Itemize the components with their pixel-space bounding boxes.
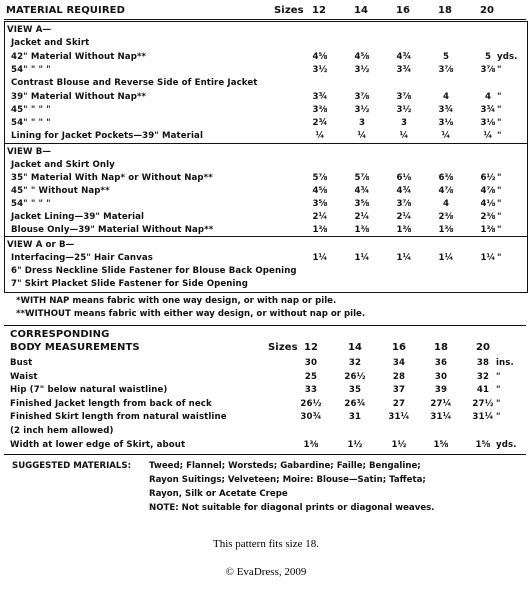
view-ab-section — [4, 236, 528, 293]
row-unit: yds. — [497, 51, 518, 62]
row-unit: " — [497, 225, 502, 235]
suggested-line: Tweed; Flannel; Worsteds; Gabardine; Faille; Bengaline; — [149, 461, 421, 471]
row-value: 25 — [304, 371, 318, 382]
row-label: Lining for Jacket Pockets—39" Material — [11, 131, 203, 142]
row-value: 1⅜ — [396, 225, 412, 235]
row-value: 3¾ — [438, 104, 454, 115]
row-value: 1½ — [391, 439, 407, 450]
table-row — [5, 251, 527, 265]
divider — [4, 325, 526, 326]
row-unit: " — [496, 412, 501, 423]
row-value: 34 — [392, 358, 406, 368]
size-header: 14 — [353, 5, 369, 16]
row-value: 4¾ — [396, 186, 412, 196]
row-value: 5⅞ — [354, 173, 370, 183]
row-value: 3 — [358, 118, 366, 129]
table-row — [5, 184, 527, 198]
row-label: Finished Jacket length from back of neck — [10, 398, 212, 409]
size-header: 18 — [433, 342, 449, 353]
row-value: 3⅝ — [312, 199, 328, 209]
row-value: 1⅜ — [303, 439, 319, 450]
row-value: 4¾ — [354, 186, 370, 196]
row-value: 3½ — [396, 104, 412, 115]
size-header: 14 — [347, 342, 363, 353]
row-value: 2¼ — [312, 212, 328, 222]
row-label: Bust — [10, 358, 33, 368]
suggested-label: SUGGESTED MATERIALS: — [12, 461, 132, 471]
table-row — [5, 129, 527, 143]
row-value: 6⅛ — [396, 173, 412, 183]
row-value: 3⅜ — [312, 104, 328, 115]
row-value: 39 — [434, 385, 448, 396]
view-b-section — [4, 143, 528, 237]
suggested-line: Rayon Suitings; Velveteen; Moire: Blouse—Satin; Taffeta; — [149, 475, 426, 485]
body-title: CORRESPONDING — [10, 329, 110, 340]
row-value: 4⅞ — [480, 186, 496, 196]
row-label: Jacket and Skirt — [11, 38, 90, 49]
row-unit: " — [497, 91, 502, 102]
row-value: 31 — [348, 412, 362, 423]
table-row — [4, 383, 526, 397]
row-label: 42" Material Without Nap** — [11, 51, 147, 62]
row-value: 2¾ — [312, 118, 328, 129]
row-value: 5⅞ — [312, 173, 328, 183]
row-value: 31¼ — [472, 412, 494, 423]
divider — [4, 454, 526, 455]
row-value: 32 — [476, 371, 490, 382]
row-value: 33 — [304, 385, 318, 396]
row-value: 1⅜ — [312, 225, 328, 235]
table-row — [5, 50, 527, 64]
row-value: 3⅛ — [480, 118, 496, 129]
row-label: Hip (7" below natural waistline) — [10, 385, 168, 396]
row-value: 1⅜ — [438, 225, 454, 235]
row-unit: yds. — [496, 439, 517, 450]
row-value: 26¾ — [344, 398, 366, 409]
row-value: 35 — [348, 385, 362, 396]
size-header: 16 — [395, 5, 411, 16]
row-unit: " — [496, 385, 501, 396]
row-value: 6½ — [480, 173, 496, 183]
table-row — [5, 36, 527, 50]
row-value: 32 — [348, 358, 362, 368]
row-label: 54" " " " — [11, 64, 51, 75]
row-label: 45" " Without Nap** — [11, 186, 110, 196]
row-unit: " — [497, 173, 502, 183]
row-value: 3½ — [354, 64, 370, 75]
row-unit: " — [496, 398, 501, 409]
row-unit: " — [497, 212, 502, 222]
row-value: 3½ — [354, 104, 370, 115]
row-label: 6" Dress Neckline Slide Fastener for Blouse Back Opening — [11, 266, 297, 276]
table-row — [4, 410, 526, 424]
row-label: 7" Skirt Placket Slide Fastener for Side Opening — [11, 279, 249, 289]
section-heading-text: VIEW B— — [7, 147, 52, 157]
table-row — [5, 158, 527, 172]
sizes-label: Sizes — [274, 5, 304, 16]
without-nap-note: **WITHOUT means fabric with either way design, or without nap or pile. — [16, 309, 366, 319]
row-label: 39" Material Without Nap** — [11, 91, 147, 102]
row-value: ¼ — [357, 131, 367, 142]
table-row — [5, 90, 527, 104]
row-label: 35" Material With Nap* or Without Nap** — [11, 173, 213, 183]
row-value: 3¾ — [480, 104, 496, 115]
row-label: 54" " " " — [11, 199, 51, 209]
row-value: ¼ — [483, 131, 493, 142]
suggested-line: Rayon, Silk or Acetate Crepe — [149, 489, 288, 499]
row-value: 1¼ — [438, 253, 454, 263]
size-header: 20 — [479, 5, 495, 16]
size-header: 12 — [311, 5, 327, 16]
row-value: 1¼ — [396, 253, 412, 263]
row-label: Interfacing—25" Hair Canvas — [11, 253, 153, 263]
table-row — [5, 277, 527, 291]
row-unit: " — [497, 199, 502, 209]
row-value: 3⅞ — [396, 91, 412, 102]
row-value: 27 — [392, 398, 406, 409]
divider — [4, 19, 526, 20]
table-row — [5, 223, 527, 237]
row-value: 4⅞ — [438, 186, 454, 196]
row-value: 1¼ — [312, 253, 328, 263]
row-value: 4⅝ — [312, 51, 328, 62]
row-unit: " — [497, 104, 502, 115]
row-unit: " — [497, 131, 502, 142]
row-value: 4⅝ — [312, 186, 328, 196]
table-row — [5, 76, 527, 90]
row-value: 2¼ — [396, 212, 412, 222]
table-row — [5, 264, 527, 278]
row-value: 3 — [400, 118, 408, 129]
row-value: 26½ — [300, 398, 322, 409]
row-label: (2 inch hem allowed) — [10, 426, 114, 436]
row-unit: " — [497, 186, 502, 196]
size-header: 20 — [475, 342, 491, 353]
row-value: 4⅝ — [354, 51, 370, 62]
table-row — [5, 210, 527, 224]
row-value: 3⅝ — [354, 199, 370, 209]
row-unit: " — [497, 64, 502, 75]
sizes-label: Sizes — [268, 342, 298, 353]
body-subtitle: BODY MEASUREMENTS — [10, 342, 140, 353]
table-row — [5, 116, 527, 130]
row-value: 2⅜ — [438, 212, 454, 222]
row-value: 38 — [476, 358, 490, 368]
row-value: 3⅛ — [438, 118, 454, 129]
row-value: 31¼ — [430, 412, 452, 423]
row-value: 3¾ — [396, 64, 412, 75]
row-value: 27½ — [472, 398, 494, 409]
row-value: 30 — [434, 371, 448, 382]
row-value: 1¼ — [354, 253, 370, 263]
row-value: 1¼ — [480, 253, 496, 263]
row-value: ¼ — [399, 131, 409, 142]
material-title: MATERIAL REQUIRED — [6, 5, 125, 16]
fit-note: This pattern fits size 18. — [212, 538, 319, 550]
row-value: 4 — [484, 91, 492, 102]
row-unit: " — [496, 371, 501, 382]
row-value: 3⅞ — [396, 199, 412, 209]
table-row — [4, 438, 526, 452]
row-value: 1⅜ — [354, 225, 370, 235]
row-label: 45" " " " — [11, 104, 51, 115]
row-value: 2¼ — [354, 212, 370, 222]
row-label: Blouse Only—39" Material Without Nap** — [11, 225, 214, 235]
row-value: 36 — [434, 358, 448, 368]
table-row — [5, 63, 527, 77]
row-value: 28 — [392, 371, 406, 382]
table-row — [5, 171, 527, 185]
row-label: Waist — [10, 371, 38, 382]
row-unit: ins. — [496, 358, 514, 368]
row-label: Jacket and Skirt Only — [11, 160, 115, 170]
row-value: 4⅛ — [480, 199, 496, 209]
row-value: 2⅜ — [480, 212, 496, 222]
row-unit: " — [497, 118, 502, 129]
table-row — [5, 103, 527, 117]
suggested-note: NOTE: Not suitable for diagonal prints or diagonal weaves. — [149, 503, 435, 513]
row-value: 1⅝ — [475, 439, 491, 450]
table-row — [5, 197, 527, 211]
size-header: 18 — [437, 5, 453, 16]
row-label: Contrast Blouse and Reverse Side of Entire Jacket — [11, 78, 258, 89]
row-value: 1⅜ — [480, 225, 496, 235]
row-value: 30¾ — [300, 412, 322, 423]
row-value: 27¼ — [430, 398, 452, 409]
row-value: 5 — [442, 51, 450, 62]
section-heading-text: VIEW A— — [7, 25, 52, 35]
section-heading-text: VIEW A or B— — [7, 240, 75, 250]
with-nap-note: *WITH NAP means fabric with one way design, or with nap or pile. — [16, 296, 337, 306]
copyright: © EvaDress, 2009 — [225, 566, 307, 578]
row-value: 3⅞ — [480, 64, 496, 75]
row-value: 30 — [304, 358, 318, 368]
table-row — [4, 356, 526, 370]
row-value: 1½ — [347, 439, 363, 450]
row-value: 3⅞ — [354, 91, 370, 102]
table-row — [4, 370, 526, 384]
row-value: 3½ — [312, 64, 328, 75]
row-label: Width at lower edge of Skirt, about — [10, 439, 186, 450]
row-label: Finished Skirt length from natural waistline — [10, 412, 227, 423]
table-row — [4, 397, 526, 411]
row-value: 37 — [392, 385, 406, 396]
size-header: 12 — [303, 342, 319, 353]
row-value: 3⅞ — [438, 64, 454, 75]
row-value: 4¾ — [396, 51, 412, 62]
row-value: 31¼ — [388, 412, 410, 423]
row-value: ¼ — [315, 131, 325, 142]
view-a-section — [4, 21, 528, 144]
row-value: 3¾ — [312, 91, 328, 102]
row-value: 4 — [442, 91, 450, 102]
row-value: 6⅜ — [438, 173, 454, 183]
row-value: 1⅝ — [433, 439, 449, 450]
row-label: Jacket Lining—39" Material — [11, 212, 145, 222]
table-row — [4, 424, 526, 438]
row-value: 26½ — [344, 371, 366, 382]
row-label: 54" " " " — [11, 118, 51, 129]
row-value: ¼ — [441, 131, 451, 142]
row-unit: " — [497, 253, 502, 263]
size-header: 16 — [391, 342, 407, 353]
row-value: 41 — [476, 385, 490, 396]
row-value: 4 — [442, 199, 450, 209]
row-value: 5 — [484, 51, 492, 62]
